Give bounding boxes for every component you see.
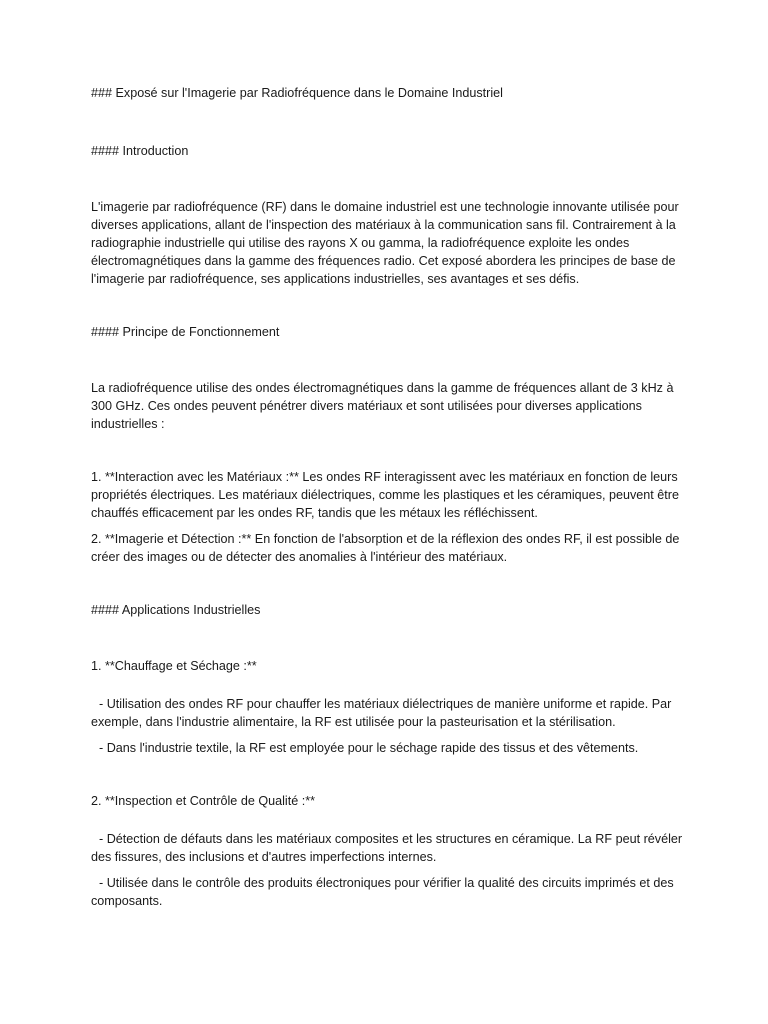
principle-paragraph: La radiofréquence utilise des ondes électromagnétiques dans la gamme de fréquences allant de 3 kHz à 300 GHz. Ces ondes peuvent pénétrer divers matériaux et sont utilisées pour diverses applications industrielles : <box>91 381 674 431</box>
application-inspection-item: - Détection de défauts dans les matériaux composites et les structures en céramique. La RF peut révéler des fissures, des inclusions et d'autres imperfections internes. <box>91 832 683 864</box>
application-heating-item: - Dans l'industrie textile, la RF est employée pour le séchage rapide des tissus et des vêtements. <box>99 741 639 755</box>
principle-item-imaging: 2. **Imagerie et Détection :** En fonction de l'absorption et de la réflexion des ondes RF, il est possible de créer des images ou de détecter des anomalies à l'intérieur des matériaux. <box>91 532 680 564</box>
applications-heading: #### Applications Industrielles <box>91 603 261 617</box>
application-inspection-title: 2. **Inspection et Contrôle de Qualité :** <box>91 794 316 808</box>
principle-item-interaction: 1. **Interaction avec les Matériaux :** Les ondes RF interagissent avec les matériaux en fonction de leurs propriétés électriques. Les matériaux diélectriques, comme les plastiques et les céramiques, peuvent être chauffés efficacement par les ondes RF, tandis que les métaux les réfléchissent. <box>91 470 680 520</box>
application-inspection-item: - Utilisée dans le contrôle des produits électroniques pour vérifier la qualité des circuits imprimés et des composants. <box>91 876 674 908</box>
document-title: ### Exposé sur l'Imagerie par Radiofréquence dans le Domaine Industriel <box>91 86 503 100</box>
introduction-heading: #### Introduction <box>91 144 189 158</box>
application-heating-title: 1. **Chauffage et Séchage :** <box>91 659 257 673</box>
document-page <box>91 84 687 918</box>
principle-heading: #### Principe de Fonctionnement <box>91 325 280 339</box>
introduction-paragraph: L'imagerie par radiofréquence (RF) dans le domaine industriel est une technologie innovante utilisée pour diverses applications, allant de l'inspection des matériaux à la communication sans fil. Contrairement à la radiographie industrielle qui utilise des rayons X ou gamma, la radiofréquence exploite les ondes électromagnétiques dans la gamme des fréquences radio. Cet exposé abordera les principes de base de l'imagerie par radiofréquence, ses applications industrielles, ses avantages et ses défis. <box>91 200 679 286</box>
application-heating-item: - Utilisation des ondes RF pour chauffer les matériaux diélectriques de manière uniforme et rapide. Par exemple, dans l'industrie alimentaire, la RF est utilisée pour la pasteurisation et la stérilisation. <box>91 697 672 729</box>
